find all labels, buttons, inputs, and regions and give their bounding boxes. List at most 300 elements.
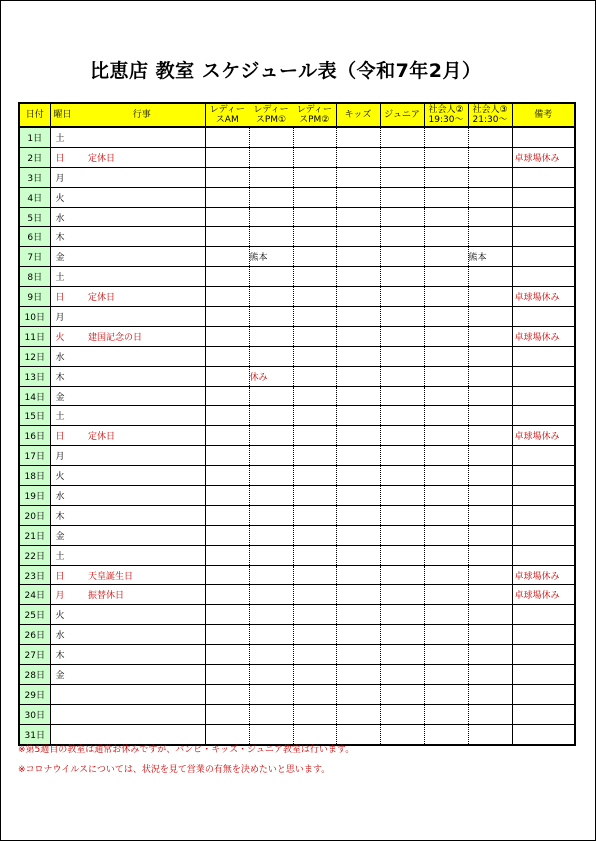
note-cell xyxy=(512,525,575,545)
note-cell xyxy=(512,625,575,645)
lady-am-cell xyxy=(205,287,249,307)
weekday-cell: 金 xyxy=(50,665,79,685)
kids-cell xyxy=(336,406,380,426)
junior-cell xyxy=(380,525,424,545)
lady-pm2-cell xyxy=(293,127,336,147)
table-row xyxy=(19,366,575,386)
lady-am-cell xyxy=(205,704,249,724)
note-cell xyxy=(512,127,575,147)
weekday-cell: 月 xyxy=(50,307,79,327)
event-cell xyxy=(79,187,205,207)
footnotes xyxy=(18,740,354,780)
lady-pm1-cell xyxy=(249,406,293,426)
note-cell xyxy=(512,307,575,327)
date-cell: 10日 xyxy=(19,307,50,327)
junior-cell xyxy=(380,645,424,665)
kids-cell xyxy=(336,167,380,187)
adult-2-cell xyxy=(424,625,468,645)
date-cell: 9日 xyxy=(19,287,50,307)
table-row xyxy=(19,486,575,506)
kids-cell xyxy=(336,505,380,525)
kids-cell xyxy=(336,267,380,287)
note-cell xyxy=(512,227,575,247)
note-cell xyxy=(512,505,575,525)
lady-pm1-cell xyxy=(249,665,293,685)
weekday-cell: 月 xyxy=(50,167,79,187)
header-adult-3: 社会人③ 21:30～ xyxy=(468,103,512,127)
lady-pm2-cell xyxy=(293,267,336,287)
kids-cell xyxy=(336,346,380,366)
date-cell: 4日 xyxy=(19,187,50,207)
adult-2-cell xyxy=(424,704,468,724)
weekday-cell: 土 xyxy=(50,267,79,287)
weekday-cell: 土 xyxy=(55,133,65,144)
lady-pm1-cell xyxy=(249,466,293,486)
adult-2-cell xyxy=(424,187,468,207)
table-row xyxy=(19,287,575,307)
adult-3-cell xyxy=(468,147,512,167)
adult-3-cell: 熊本 xyxy=(468,247,512,267)
adult-3-cell xyxy=(468,665,512,685)
kids-cell xyxy=(336,645,380,665)
adult-2-cell xyxy=(424,426,468,446)
junior-cell xyxy=(380,446,424,466)
junior-cell xyxy=(380,346,424,366)
lady-pm1-cell xyxy=(249,386,293,406)
note-cell xyxy=(512,724,575,744)
adult-2-cell xyxy=(424,545,468,565)
lady-am-cell xyxy=(205,625,249,645)
table-row xyxy=(19,426,575,446)
table-row xyxy=(19,247,575,267)
adult-2-cell xyxy=(424,585,468,605)
adult-3-cell xyxy=(468,446,512,466)
lady-pm1-cell xyxy=(249,625,293,645)
header-junior: ジュニア xyxy=(380,103,424,127)
adult-3-cell xyxy=(468,326,512,346)
kids-cell xyxy=(336,127,380,147)
junior-cell xyxy=(380,227,424,247)
event-cell xyxy=(79,386,205,406)
lady-am-cell xyxy=(205,267,249,287)
lady-am-cell xyxy=(205,565,249,585)
kids-cell xyxy=(336,426,380,446)
adult-2-cell xyxy=(424,386,468,406)
adult-2-cell xyxy=(424,307,468,327)
lady-am-cell xyxy=(205,505,249,525)
event-cell xyxy=(79,227,205,247)
date-cell: 21日 xyxy=(19,525,50,545)
footnote-covid: ※コロナウイルスについては、状況を見て営業の有無を決めたいと思います。 xyxy=(18,765,331,775)
lady-pm1-cell: 休み xyxy=(249,366,293,386)
note-cell xyxy=(512,386,575,406)
note-cell xyxy=(512,346,575,366)
adult-2-cell xyxy=(424,287,468,307)
junior-cell xyxy=(380,406,424,426)
header-lady-pm2: レディー スPM② xyxy=(293,103,336,127)
junior-cell xyxy=(380,127,424,147)
adult-3-cell xyxy=(468,724,512,744)
kids-cell xyxy=(336,605,380,625)
event-cell: 定休日 xyxy=(79,147,205,167)
event-cell xyxy=(79,446,205,466)
adult-3-cell xyxy=(468,605,512,625)
lady-am-cell xyxy=(205,127,249,147)
note-cell xyxy=(512,684,575,704)
note-cell xyxy=(512,486,575,506)
lady-am-cell xyxy=(205,187,249,207)
adult-3-cell xyxy=(468,207,512,227)
note-cell: 卓球場休み xyxy=(512,565,575,585)
date-cell: 18日 xyxy=(19,466,50,486)
date-cell: 20日 xyxy=(19,505,50,525)
lady-pm2-cell xyxy=(293,505,336,525)
adult-2-cell xyxy=(424,406,468,426)
weekday-cell: 火 xyxy=(50,326,79,346)
junior-cell xyxy=(380,247,424,267)
lady-pm2-cell xyxy=(293,684,336,704)
lady-pm2-cell xyxy=(293,287,336,307)
adult-3-cell xyxy=(468,187,512,207)
junior-cell xyxy=(380,625,424,645)
adult-3-cell xyxy=(468,406,512,426)
lady-pm1-cell xyxy=(249,645,293,665)
kids-cell xyxy=(336,585,380,605)
weekday-cell: 火 xyxy=(50,187,79,207)
weekday-cell: 日 xyxy=(50,565,79,585)
adult-3-cell xyxy=(468,704,512,724)
date-cell: 13日 xyxy=(19,366,50,386)
date-cell: 2日 xyxy=(19,147,50,167)
table-row xyxy=(19,386,575,406)
adult-2-cell xyxy=(424,684,468,704)
note-cell xyxy=(512,167,575,187)
header-lady-am: レディー スAM xyxy=(205,103,249,127)
note-cell xyxy=(512,665,575,685)
kids-cell xyxy=(336,147,380,167)
kids-cell xyxy=(336,486,380,506)
lady-am-cell xyxy=(205,406,249,426)
kids-cell xyxy=(336,704,380,724)
date-cell: 12日 xyxy=(19,346,50,366)
adult-3-cell xyxy=(468,307,512,327)
lady-pm2-cell xyxy=(293,426,336,446)
date-cell: 17日 xyxy=(19,446,50,466)
kids-cell xyxy=(336,525,380,545)
weekday-cell: 日 xyxy=(50,147,79,167)
note-cell xyxy=(512,366,575,386)
event-cell xyxy=(79,346,205,366)
weekday-cell: 火 xyxy=(50,466,79,486)
header-lady-pm1: レディー スPM① xyxy=(249,103,293,127)
date-cell: 22日 xyxy=(19,545,50,565)
table-row xyxy=(19,645,575,665)
event-cell xyxy=(79,486,205,506)
lady-am-cell xyxy=(205,167,249,187)
weekday-cell: 月 xyxy=(50,585,79,605)
lady-pm1-cell xyxy=(249,187,293,207)
lady-pm2-cell xyxy=(293,147,336,167)
lady-am-cell xyxy=(205,466,249,486)
lady-pm2-cell xyxy=(293,605,336,625)
weekday-cell: 月 xyxy=(50,446,79,466)
lady-pm1-cell xyxy=(249,267,293,287)
lady-am-cell xyxy=(205,307,249,327)
kids-cell xyxy=(336,287,380,307)
junior-cell xyxy=(380,267,424,287)
date-cell: 6日 xyxy=(19,227,50,247)
lady-am-cell xyxy=(205,247,249,267)
weekday-cell: 木 xyxy=(50,366,79,386)
lady-am-cell xyxy=(205,326,249,346)
adult-2-cell xyxy=(424,247,468,267)
adult-3-cell xyxy=(468,645,512,665)
weekday-cell: 水 xyxy=(50,625,79,645)
weekday-cell: 水 xyxy=(50,486,79,506)
note-cell xyxy=(512,605,575,625)
weekday-cell: 金 xyxy=(50,247,79,267)
kids-cell xyxy=(336,326,380,346)
adult-2-cell xyxy=(424,525,468,545)
table-row xyxy=(19,505,575,525)
weekday-cell: 木 xyxy=(50,505,79,525)
lady-am-cell xyxy=(205,645,249,665)
lady-pm1-cell xyxy=(249,565,293,585)
lady-pm2-cell xyxy=(293,247,336,267)
lady-pm1-cell xyxy=(249,326,293,346)
lady-am-cell xyxy=(205,346,249,366)
lady-pm2-cell xyxy=(293,466,336,486)
lady-pm1-cell xyxy=(249,684,293,704)
lady-pm1-cell xyxy=(249,426,293,446)
table-row xyxy=(19,665,575,685)
lady-am-cell xyxy=(205,366,249,386)
lady-pm1-cell xyxy=(249,167,293,187)
lady-pm2-cell xyxy=(293,645,336,665)
adult-3-cell xyxy=(468,426,512,446)
adult-3-cell xyxy=(468,625,512,645)
adult-3-cell xyxy=(468,366,512,386)
adult-3-cell xyxy=(468,227,512,247)
kids-cell xyxy=(336,207,380,227)
junior-cell xyxy=(380,665,424,685)
adult-2-cell xyxy=(424,446,468,466)
adult-2-cell xyxy=(424,605,468,625)
junior-cell xyxy=(380,505,424,525)
lady-pm1-cell xyxy=(249,585,293,605)
adult-3-cell xyxy=(468,127,512,147)
lady-am-cell xyxy=(205,605,249,625)
weekday-cell: 土 xyxy=(50,545,79,565)
event-cell xyxy=(79,267,205,287)
note-cell xyxy=(512,446,575,466)
event-cell xyxy=(79,307,205,327)
date-cell: 11日 xyxy=(19,326,50,346)
note-cell xyxy=(512,704,575,724)
date-cell: 29日 xyxy=(19,684,50,704)
adult-3-cell xyxy=(468,287,512,307)
junior-cell xyxy=(380,585,424,605)
date-cell: 14日 xyxy=(19,386,50,406)
lady-am-cell xyxy=(205,386,249,406)
event-cell: 振替休日 xyxy=(79,585,205,605)
lady-am-cell xyxy=(205,545,249,565)
lady-am-cell xyxy=(205,426,249,446)
event-cell: 天皇誕生日 xyxy=(79,565,205,585)
lady-pm1-cell xyxy=(249,525,293,545)
junior-cell xyxy=(380,605,424,625)
junior-cell xyxy=(380,684,424,704)
event-cell xyxy=(79,704,205,724)
junior-cell xyxy=(380,287,424,307)
lady-pm1-cell xyxy=(249,147,293,167)
adult-2-cell xyxy=(424,346,468,366)
date-cell: 1日 xyxy=(19,127,50,147)
lady-am-cell xyxy=(205,525,249,545)
date-cell: 5日 xyxy=(19,207,50,227)
adult-3-cell xyxy=(468,585,512,605)
adult-2-cell xyxy=(424,724,468,744)
note-cell xyxy=(512,207,575,227)
junior-cell xyxy=(380,366,424,386)
weekday-cell: 土 xyxy=(50,406,79,426)
lady-pm2-cell xyxy=(293,307,336,327)
note-cell xyxy=(512,466,575,486)
note-cell: 卓球場休み xyxy=(512,147,575,167)
note-cell: 卓球場休み xyxy=(512,585,575,605)
date-cell: 3日 xyxy=(19,167,50,187)
adult-3-cell xyxy=(468,267,512,287)
kids-cell xyxy=(336,466,380,486)
junior-cell xyxy=(380,486,424,506)
kids-cell xyxy=(336,386,380,406)
lady-pm2-cell xyxy=(293,187,336,207)
note-cell xyxy=(512,545,575,565)
table-row xyxy=(19,127,575,147)
date-cell: 8日 xyxy=(19,267,50,287)
weekday-cell: 水 xyxy=(50,207,79,227)
lady-am-cell xyxy=(205,585,249,605)
note-cell xyxy=(512,645,575,665)
table-row xyxy=(19,207,575,227)
note-cell: 卓球場休み xyxy=(512,426,575,446)
table-row xyxy=(19,227,575,247)
adult-3-cell xyxy=(468,684,512,704)
header-kids: キッズ xyxy=(336,103,380,127)
table-header-row xyxy=(19,103,575,127)
adult-2-cell xyxy=(424,147,468,167)
lady-pm2-cell xyxy=(293,207,336,227)
lady-pm2-cell xyxy=(293,386,336,406)
adult-2-cell xyxy=(424,466,468,486)
weekday-cell xyxy=(50,684,79,704)
lady-pm2-cell xyxy=(293,167,336,187)
weekday-cell: 金 xyxy=(50,386,79,406)
schedule-body xyxy=(19,127,575,745)
adult-2-cell xyxy=(424,207,468,227)
adult-3-cell xyxy=(468,525,512,545)
kids-cell xyxy=(336,187,380,207)
date-cell: 28日 xyxy=(19,665,50,685)
date-cell: 15日 xyxy=(19,406,50,426)
junior-cell xyxy=(380,147,424,167)
table-row xyxy=(19,625,575,645)
lady-pm2-cell xyxy=(293,486,336,506)
note-cell xyxy=(512,247,575,267)
adult-3-cell xyxy=(468,386,512,406)
adult-2-cell xyxy=(424,486,468,506)
event-cell: 建国記念の日 xyxy=(79,326,205,346)
junior-cell xyxy=(380,426,424,446)
lady-pm2-cell xyxy=(293,665,336,685)
header-event: 行事 xyxy=(79,103,205,127)
adult-3-cell xyxy=(468,466,512,486)
adult-2-cell xyxy=(424,366,468,386)
event-cell xyxy=(79,366,205,386)
table-row xyxy=(19,585,575,605)
header-notes: 備考 xyxy=(512,103,575,127)
table-row xyxy=(19,565,575,585)
event-cell xyxy=(79,605,205,625)
adult-2-cell xyxy=(424,127,468,147)
lady-pm1-cell xyxy=(249,287,293,307)
table-row xyxy=(19,525,575,545)
lady-pm2-cell xyxy=(293,346,336,366)
kids-cell xyxy=(336,545,380,565)
weekday-cell: 火 xyxy=(50,605,79,625)
lady-pm1-cell xyxy=(249,346,293,366)
header-date: 日付 xyxy=(19,103,50,127)
lady-pm2-cell xyxy=(293,585,336,605)
schedule-table xyxy=(18,102,576,746)
lady-pm1-cell xyxy=(249,127,293,147)
kids-cell xyxy=(336,565,380,585)
lady-pm2-cell xyxy=(293,525,336,545)
event-cell xyxy=(79,525,205,545)
lady-pm2-cell xyxy=(293,565,336,585)
event-cell: 定休日 xyxy=(79,426,205,446)
weekday-cell: 木 xyxy=(50,645,79,665)
junior-cell xyxy=(380,326,424,346)
table-row xyxy=(19,187,575,207)
lady-pm1-cell xyxy=(249,505,293,525)
table-row xyxy=(19,446,575,466)
weekday-cell xyxy=(50,704,79,724)
lady-pm2-cell xyxy=(293,366,336,386)
table-row xyxy=(19,326,575,346)
kids-cell xyxy=(336,446,380,466)
table-row xyxy=(19,466,575,486)
junior-cell xyxy=(380,545,424,565)
lady-pm1-cell xyxy=(249,704,293,724)
kids-cell xyxy=(336,227,380,247)
junior-cell xyxy=(380,207,424,227)
weekday-cell: 金 xyxy=(50,525,79,545)
lady-pm1-cell xyxy=(249,486,293,506)
junior-cell xyxy=(380,704,424,724)
date-cell: 16日 xyxy=(19,426,50,446)
lady-pm1-cell: 熊本 xyxy=(249,247,293,267)
event-cell xyxy=(79,684,205,704)
date-cell: 24日 xyxy=(19,585,50,605)
event-cell xyxy=(79,665,205,685)
adult-2-cell xyxy=(424,267,468,287)
event-cell xyxy=(79,505,205,525)
junior-cell xyxy=(380,187,424,207)
event-cell xyxy=(79,545,205,565)
weekday-cell: 水 xyxy=(50,346,79,366)
date-cell: 19日 xyxy=(19,486,50,506)
